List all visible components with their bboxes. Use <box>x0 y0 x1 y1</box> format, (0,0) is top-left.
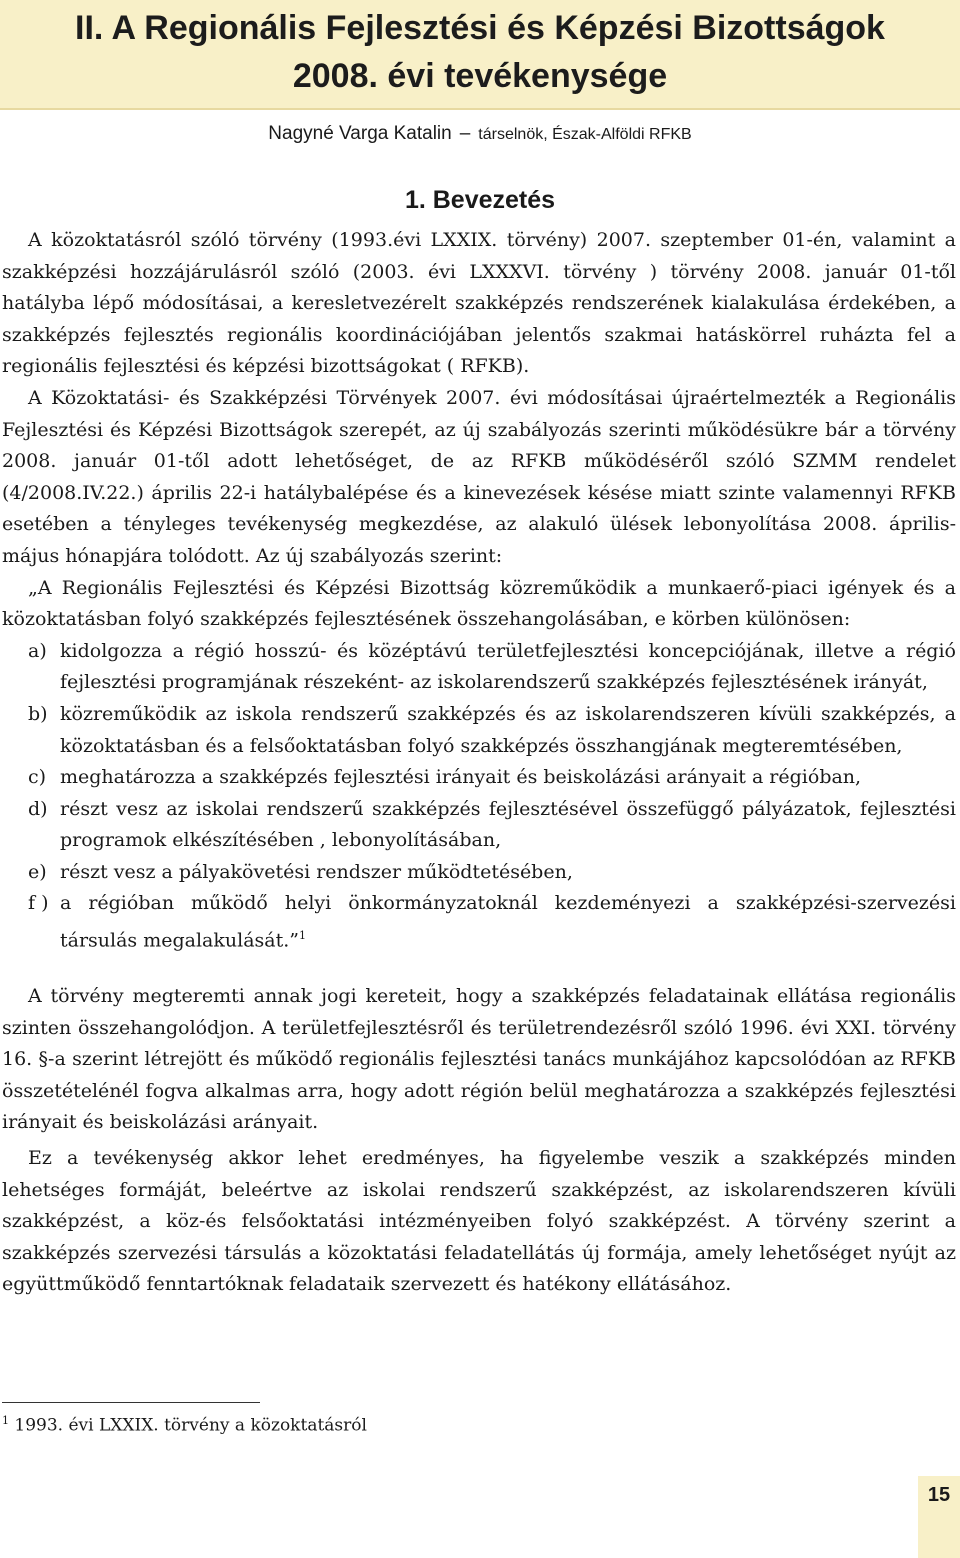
list-marker: a) <box>28 639 47 662</box>
list-item-text <box>60 888 956 957</box>
list-item <box>28 699 956 762</box>
body-text <box>2 225 956 1301</box>
list-marker: b) <box>28 702 48 725</box>
list-item-text-content: a régióban működő helyi önkormányzatoknál kezdeményezi a szakképzési-szervezési társulás megalakulását.” <box>60 892 956 952</box>
list-item-text: meghatározza a szakképzés fejlesztési irányait és beiskolázási arányait a régióban, <box>60 766 862 789</box>
list-marker: f ) <box>28 892 49 915</box>
footnote-divider <box>2 1402 260 1403</box>
author-line <box>0 120 960 149</box>
page-title <box>0 4 960 100</box>
footnote-text: 1993. évi LXXIX. törvény a közoktatásról <box>14 1415 367 1436</box>
quote-intro-paragraph: „A Regionális Fejlesztési és Képzési Bizottság közreműködik a munkaerő-piaci igények és a közoktatásban folyó szakképzés fejlesztésének összehangolásában, e körben különösen: <box>2 576 956 631</box>
list-marker: d) <box>28 797 48 820</box>
footnote <box>2 1408 367 1439</box>
page-number: 15 <box>927 1484 951 1506</box>
author-role: társelnök, Észak-Alföldi RFKB <box>478 126 692 143</box>
list-item <box>28 762 956 794</box>
author-dash: – <box>459 123 471 144</box>
intro-paragraph: A közoktatásról szóló törvény (1993.évi LXXIX. törvény) 2007. szeptember 01-én, valamint a szakképzési hozzájárulásról szóló (2003. évi LXXXVI. törvény ) törvény 2008. január 01-től hatályba lépő módosításai, a keresletvezérelt szakképzés rendszerének kialakulása érdekében, a szakképzés fejlesztés regionális koordinációjában jelentős szakmai hatáskörrel ruházta fel a regionális fejlesztési és képzési bizottságokat ( RFKB). <box>2 229 956 378</box>
author-name: Nagyné Varga Katalin <box>268 123 452 144</box>
second-paragraph: A Közoktatási- és Szakképzési Törvények 2007. évi módosításai újraértelmezték a Regionális Fejlesztési és Képzési Bizottságok szerepét, az új szabályozás szerinti működésükre bár a törvény 2008. január 01-től adott lehetőséget, de az RFKB működéséről szóló SZMM rendelet (4/2008.IV.22.) április 22-i hatálybalépése és a kinevezések késése miatt szinte valamennyi RFKB esetében a tényleges tevékenység megkezdése, az alakuló ülések lebonyolítása 2008. április-május hónapjára tolódott. Az új szabályozás szerint: <box>2 386 956 567</box>
footnote-reference[interactable]: 1 <box>299 929 307 943</box>
result-paragraph: Ez a tevékenység akkor lehet eredményes, ha figyelembe veszik a szakképzés minden lehetséges formáját, beleértve az iskolai rendszerű szakképzést, az iskolarendszeren kívüli szakképzést, a köz-és felsőoktatási intézményeiben folyó szakképzést. A törvény szerint a szakképzés szervezési társulás a közoktatási feladatellátás új formája, amely lehetőséget nyújt az együttműködő fenntartóknak feladataik szervezett és hatékony ellátásához. <box>2 1146 956 1296</box>
footnote-number: 1 <box>2 1414 9 1427</box>
list-item-text: közreműködik az iskola rendszerű szakképzés és az iskolarendszeren kívüli szakképzés, a közoktatásban és a felsőoktatásban folyó szakképzés összhangjának megteremtésében, <box>60 702 956 757</box>
list-marker: e) <box>28 860 47 883</box>
page-title-line-2: 2008. évi tevékenysége <box>292 57 668 95</box>
law-paragraph: A törvény megteremti annak jogi kereteit, hogy a szakképzés feladatainak ellátása regionális szinten összehangolódjon. A területfejlesztésről és területrendezésről szóló 1996. évi XXI. törvény 16. §-a szerint létrejött és működő regionális fejlesztési tanács munkájához kapcsolódóan az RFKB összetételénél fogva alkalmas arra, hogy adott régión belül meghatározza a szakképzés fejlesztési irányait és beiskolázási arányait. <box>2 984 956 1134</box>
list-item-text: részt vesz az iskolai rendszerű szakképzés fejlesztésével összefüggő pályázatok, fejlesztési programok elkészítésében , lebonyolításában, <box>60 797 956 852</box>
list-item <box>28 794 956 857</box>
paragraph-spacer <box>2 957 956 981</box>
list-item <box>28 636 956 699</box>
page-title-line-1: II. A Regionális Fejlesztési és Képzési Bizottságok <box>75 9 885 47</box>
section-title: 1. Bevezetés <box>404 186 556 214</box>
list-item-text: részt vesz a pályakövetési rendszer működtetésében, <box>60 860 573 883</box>
list-item-text: kidolgozza a régió hosszú- és középtávú területfejlesztési koncepciójának, illetve a régió fejlesztési programjának részeként- az iskolarendszerű szakképzés fejlesztésének irányát, <box>60 639 956 694</box>
list-item <box>28 857 956 889</box>
list-item <box>28 888 956 957</box>
list-marker: c) <box>28 766 47 789</box>
